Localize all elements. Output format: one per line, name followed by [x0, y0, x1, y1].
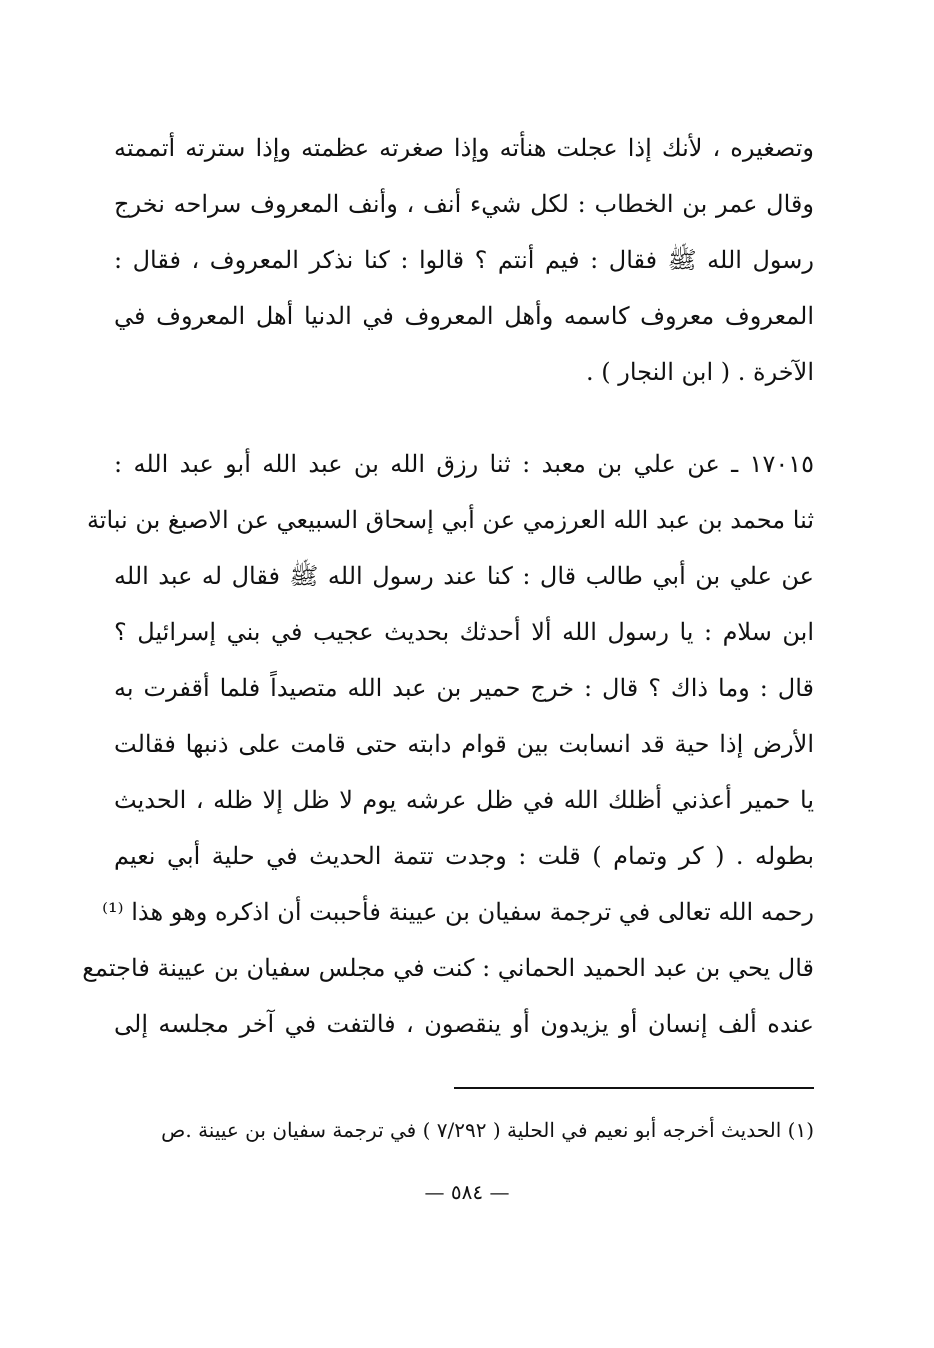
- paragraph-2: [82, 436, 814, 1052]
- text-line: ثنا محمد بن عبد الله العرزمي عن أبي إسحاق السبيعي عن الاصبغ بن نباتة: [86, 506, 814, 534]
- text-line: الأرض إذا حية قد انسابت بين قوام دابته حتى قامت على ذنبها فقالت: [114, 730, 814, 758]
- text-line: بطوله . ( كر وتمام ) قلت : وجدت تتمة الحديث في حلية أبي نعيم: [114, 842, 814, 870]
- text-line: يا حمير أعذني أظلك الله في ظل عرشه يوم لا ظل إلا ظله ، الحديث: [114, 786, 814, 814]
- page-number: — ٥٨٤ —: [424, 1180, 510, 1204]
- text-line: وتصغيره ، لأنك إذا عجلت هنأته وإذا صغرته عظمته وإذا سترته أتممته: [114, 134, 814, 162]
- text-line: قال : وما ذاك ؟ قال : خرج حمير بن عبد الله متصيداً فلما أقفرت به: [114, 674, 814, 702]
- text-line: عنده ألف إنسان أو يزيدون أو ينقصون ، فالتفت في آخر مجلسه إلى: [114, 1010, 814, 1038]
- text-line: عن علي بن أبي طالب قال : كنا عند رسول الله ﷺ فقال له عبد الله: [114, 562, 814, 590]
- paragraph-1: [114, 120, 814, 400]
- text-line: رسول الله ﷺ فقال : فيم أنتم ؟ قالوا : كنا نذكر المعروف ، فقال :: [114, 246, 814, 274]
- footnote: (١) الحديث أخرجه أبو نعيم في الحلية ( ٧/٢٩٢ ) في ترجمة سفيان بن عيينة .ص: [161, 1118, 814, 1142]
- text-line: الآخرة . ( ابن النجار ) .: [586, 358, 814, 386]
- text-line: رحمه الله تعالى في ترجمة سفيان بن عيينة فأحببت أن اذكره وهو هذا ⁽¹⁾: [102, 898, 814, 926]
- text-line: المعروف معروف كاسمه وأهل المعروف في الدنيا أهل المعروف في: [114, 302, 814, 330]
- text-line: قال يحي بن عبد الحميد الحماني : كنت في مجلس سفيان بن عيينة فاجتمع: [82, 954, 814, 982]
- text-line: وقال عمر بن الخطاب : لكل شيء أنف ، وأنف المعروف سراحه نخرج: [114, 190, 814, 218]
- footnote-divider: [454, 1087, 814, 1089]
- text-line: ابن سلام : يا رسول الله ألا أحدثك بحديث عجيب في بني إسرائيل ؟: [114, 618, 814, 646]
- text-line: ١٧٠١٥ ـ عن علي بن معبد : ثنا رزق الله بن عبد الله أبو عبد الله :: [114, 450, 814, 478]
